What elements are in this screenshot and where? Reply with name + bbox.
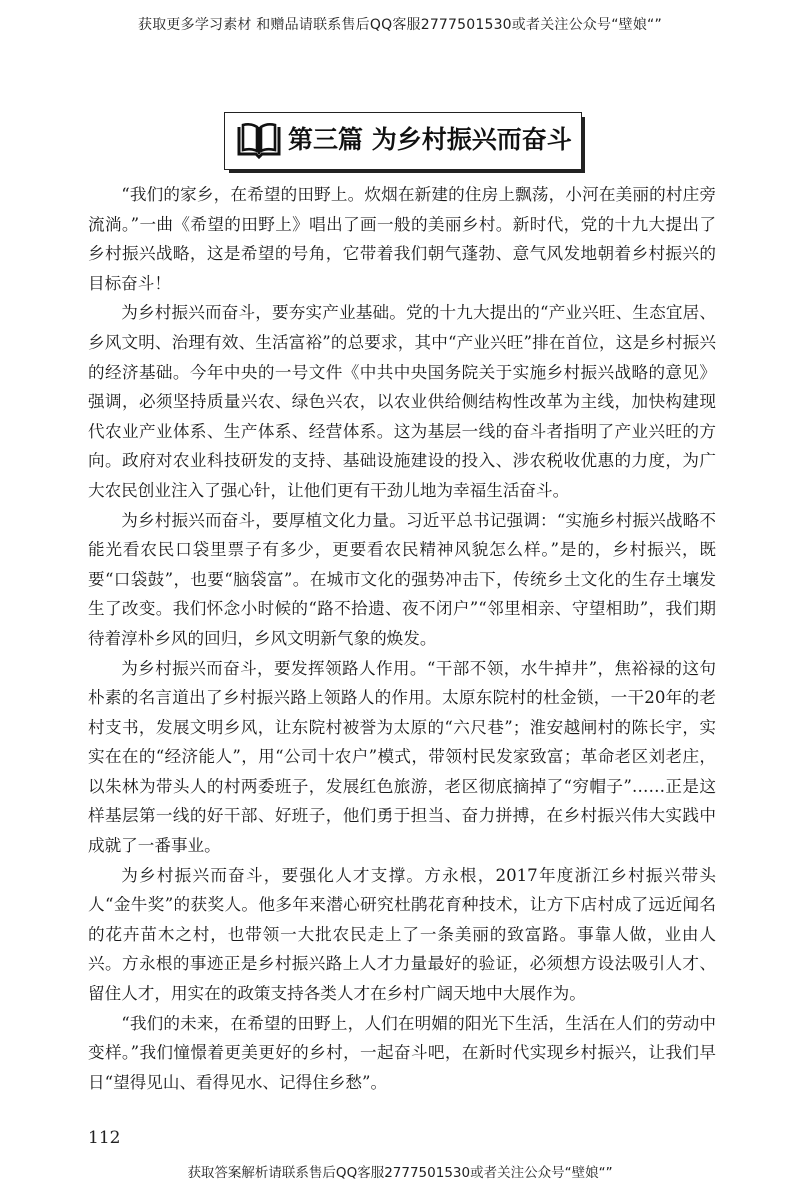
- footer-note: 获取答案解析请联系售后QQ客服2777501530或者关注公众号“壁娘“”: [187, 1165, 613, 1181]
- open-book-icon: [236, 123, 282, 159]
- paragraph: 为乡村振兴而奋斗，要厚植文化力量。习近平总书记强调：“实施乡村振兴战略不能光看农民口袋里票子有多少，更要看农民精神风貌怎么样。”是的，乡村振兴，既要“口袋鼓”，也要“脑袋富”。在城市文化的强势冲击下，传统乡土文化的生存土壤发生了改变。我们怀念小时候的“路不拾遗、夜不闭户”“邻里相亲、守望相助”，我们期待着淳朴乡风的回归，乡风文明新气象的焕发。: [88, 510, 716, 648]
- chapter-heading: [224, 112, 584, 172]
- paragraph: 为乡村振兴而奋斗，要强化人才支撑。方永根，2017年度浙江乡村振兴带头人“金牛奖”的获奖人。他多年来潜心研究杜鹃花育种技术，让方下店村成了远近闻名的花卉苗木之村，也带领一大批农民走上了一条美丽的致富路。事靠人做，业由人兴。方永根的事迹正是乡村振兴路上人才力量最好的验证，必须想方设法吸引人才、留住人才，用实在的政策支持各类人才在乡村广阔天地中大展作为。: [88, 865, 716, 1004]
- page-number: 112: [88, 1128, 121, 1148]
- paragraph: 为乡村振兴而奋斗，要发挥领路人作用。“干部不领，水牛掉井”，焦裕禄的这句朴素的名言道出了乡村振兴路上领路人的作用。太原东院村的杜金锁，一干20年的老村支书，发展文明乡风，让东院村被誉为太原的“六尺巷”；淮安越闸村的陈长宇，实实在在的“经济能人”，用“公司十农户”模式，带领村民发家致富；革命老区刘老庄，以朱林为带头人的村两委班子，发展红色旅游，老区彻底摘掉了“穷帽子”……正是这样基层第一线的好干部、好班子，他们勇于担当、奋力拼搏，在乡村振兴伟大实践中成就了一番事业。: [88, 658, 716, 856]
- paragraph: “我们的家乡，在希望的田野上。炊烟在新建的住房上飘荡，小河在美丽的村庄旁流淌。”一曲《希望的田野上》唱出了画一般的美丽乡村。新时代，党的十九大提出了乡村振兴战略，这是希望的号角，它带着我们朝气蓬勃、意气风发地朝着乡村振兴的目标奋斗！: [88, 185, 716, 293]
- article-body: [88, 180, 716, 1097]
- header-note: 获取更多学习素材 和赠品请联系售后QQ客服2777501530或者关注公众号“壁娘“”: [138, 17, 662, 33]
- paragraph: 为乡村振兴而奋斗，要夯实产业基础。党的十九大提出的“产业兴旺、生态宜居、乡风文明、治理有效、生活富裕”的总要求，其中“产业兴旺”排在首位，这是乡村振兴的经济基础。今年中央的一号文件《中共中央国务院关于实施乡村振兴战略的意见》强调，必须坚持质量兴农、绿色兴农，以农业供给侧结构性改革为主线，加快构建现代农业产业体系、生产体系、经营体系。这为基层一线的奋斗者指明了产业兴旺的方向。政府对农业科技研发的支持、基础设施建设的投入、涉农税收优惠的力度，为广大农民创业注入了强心针，让他们更有干劲儿地为幸福生活奋斗。: [88, 303, 716, 500]
- paragraph: “我们的未来，在希望的田野上，人们在明媚的阳光下生活，生活在人们的劳动中变样。”我们憧憬着更美更好的乡村，一起奋斗吧，在新时代实现乡村振兴，让我们早日“望得见山、看得见水、记得住乡愁”。: [88, 1013, 716, 1092]
- chapter-title: 第三篇 为乡村振兴而奋斗: [288, 125, 572, 154]
